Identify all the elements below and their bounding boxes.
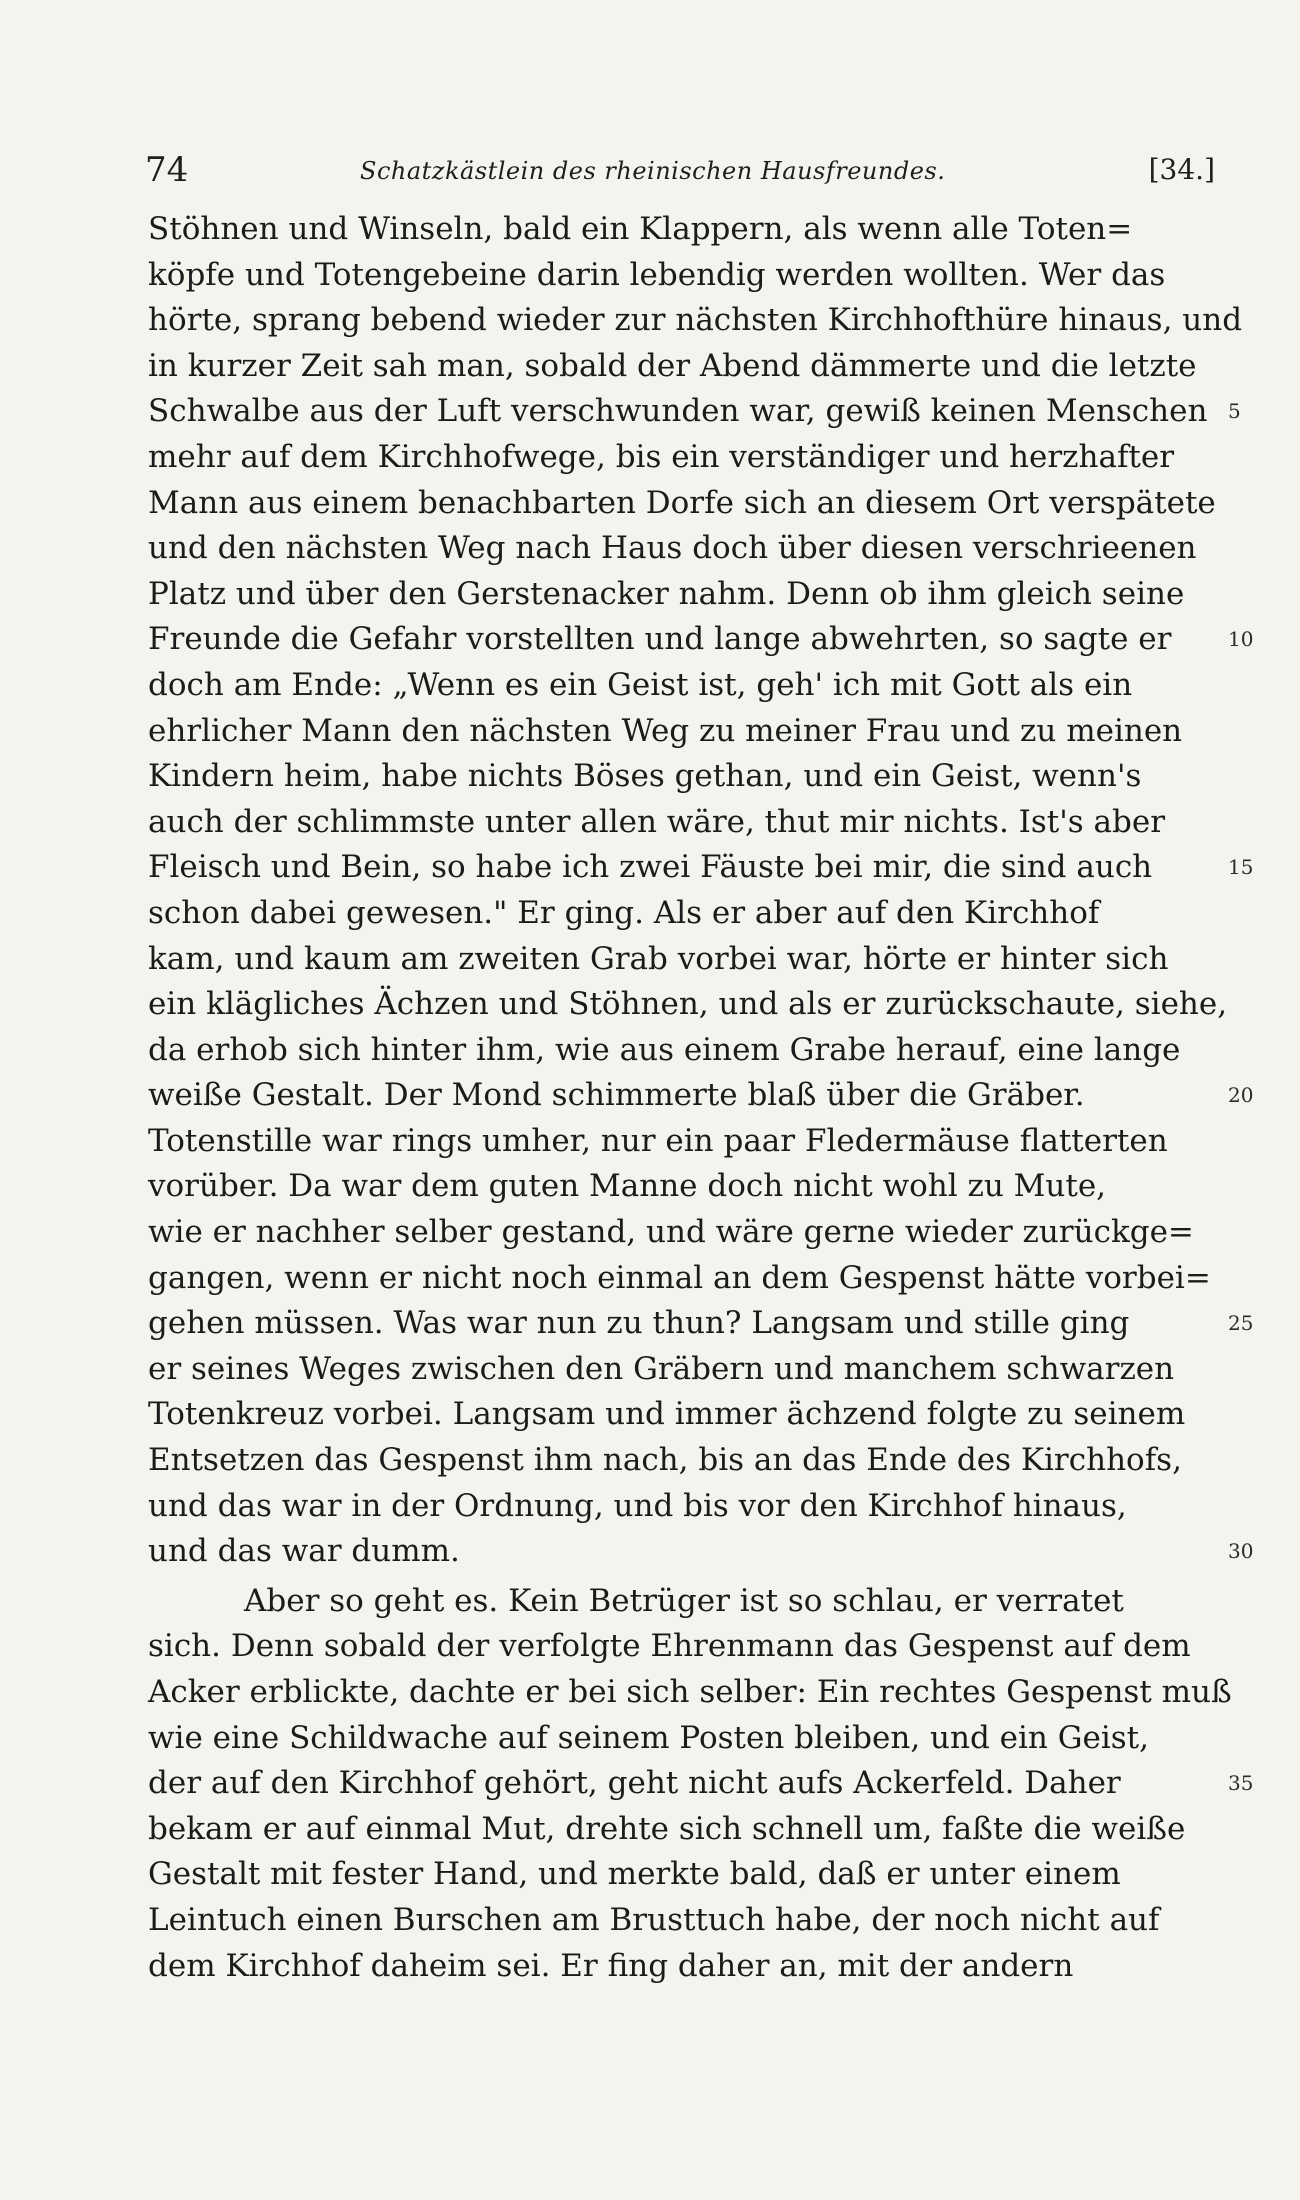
text-line: ein klägliches Ächzen und Stöhnen, und als er zurückschaute, siehe, xyxy=(148,986,1228,1023)
text-line: Aber so geht es. Kein Betrüger ist so schlau, er verratet xyxy=(244,1582,1124,1619)
text-line: Acker erblickte, dachte er bei sich selber: Ein rechtes Gespenst muß xyxy=(148,1674,1232,1710)
text-line: Schwalbe aus der Luft verschwunden war, gewiß keinen Menschen 5 xyxy=(148,389,1220,435)
text-line: Platz und über den Gerstenacker nahm. Denn ob ihm gleich seine xyxy=(148,575,1185,612)
text-line: auch der schlimmste unter allen wäre, thut mir nichts. Ist's aber xyxy=(148,803,1166,840)
text-line: gangen, wenn er nicht noch einmal an dem Gespenst hätte vorbei= xyxy=(148,1259,1211,1296)
text-line: er seines Weges zwischen den Gräbern und manchem schwarzen xyxy=(148,1350,1175,1387)
page-header xyxy=(145,150,1215,190)
text-line: ehrlicher Mann den nächsten Weg zu meiner Frau und zu meinen xyxy=(148,712,1183,749)
text-line: weiße Gestalt. Der Mond schimmerte blaß über die Gräber. 20 xyxy=(148,1073,1220,1119)
text-line: mehr auf dem Kirchhofwege, bis ein verständiger und herzhafter xyxy=(148,438,1175,475)
line-number: 20 xyxy=(1228,1083,1254,1108)
text-line: da erhob sich hinter ihm, wie aus einem Grabe herauf, eine lange xyxy=(148,1031,1181,1068)
page-number: 74 xyxy=(145,150,189,190)
text-line: der auf den Kirchhof gehört, geht nicht aufs Ackerfeld. Daher 35 xyxy=(148,1761,1220,1807)
text-line: hörte, sprang bebend wieder zur nächsten Kirchhofthüre hinaus, und xyxy=(148,302,1243,339)
text-line: doch am Ende: „Wenn es ein Geist ist, geh' ich mit Gott als ein xyxy=(148,666,1133,703)
text-line: und das war in der Ordnung, und bis vor den Kirchhof hinaus, xyxy=(148,1487,1127,1524)
text-line: dem Kirchhof daheim sei. Er fing daher an, mit der andern xyxy=(148,1947,1074,1984)
text-line: kam, und kaum am zweiten Grab vorbei war, hörte er hinter sich xyxy=(148,940,1169,977)
text-line: und das war dumm. 30 xyxy=(148,1529,1220,1575)
text-line: köpfe und Totengebeine darin lebendig werden wollten. Wer das xyxy=(148,256,1166,293)
text-line: und den nächsten Weg nach Haus doch über diesen verschrieenen xyxy=(148,530,1197,567)
signature-mark: [34.] xyxy=(1148,153,1215,186)
body-text xyxy=(148,207,1254,1989)
line-number: 15 xyxy=(1228,855,1254,880)
text-line: Totenkreuz vorbei. Langsam und immer ächzend folgte zu seinem xyxy=(148,1396,1186,1433)
running-head: Schatzkästlein des rheinischen Hausfreundes. xyxy=(360,157,946,185)
text-line: Freunde die Gefahr vorstellten und lange abwehrten, so sagte er 10 xyxy=(148,617,1220,663)
text-line: Stöhnen und Winseln, bald ein Klappern, als wenn alle Toten= xyxy=(148,211,1133,247)
text-line: in kurzer Zeit sah man, sobald der Abend dämmerte und die letzte xyxy=(148,347,1197,384)
line-number: 5 xyxy=(1228,399,1241,424)
line-number: 30 xyxy=(1228,1539,1254,1564)
text-line: Entsetzen das Gespenst ihm nach, bis an das Ende des Kirchhofs, xyxy=(148,1442,1182,1479)
line-number: 35 xyxy=(1228,1771,1254,1796)
text-line: schon dabei gewesen." Er ging. Als er aber auf den Kirchhof xyxy=(148,894,1100,931)
text-line: gehen müssen. Was war nun zu thun? Langsam und stille ging 25 xyxy=(148,1301,1220,1347)
line-number: 25 xyxy=(1228,1311,1254,1336)
text-line: wie eine Schildwache auf seinem Posten bleiben, und ein Geist, xyxy=(148,1719,1149,1756)
text-line: Kindern heim, habe nichts Böses gethan, und ein Geist, wenn's xyxy=(148,758,1142,795)
line-number: 10 xyxy=(1228,627,1254,652)
text-line: Totenstille war rings umher, nur ein paar Fledermäuse flatterten xyxy=(148,1122,1168,1159)
text-line: Gestalt mit fester Hand, und merkte bald, daß er unter einem xyxy=(148,1856,1121,1893)
text-line: Fleisch und Bein, so habe ich zwei Fäuste bei mir, die sind auch 15 xyxy=(148,845,1220,891)
text-line: vorüber. Da war dem guten Manne doch nicht wohl zu Mute, xyxy=(148,1168,1107,1205)
text-line: Leintuch einen Burschen am Brusttuch habe, der noch nicht auf xyxy=(148,1901,1160,1938)
text-line: Mann aus einem benachbarten Dorfe sich an diesem Ort verspätete xyxy=(148,484,1216,521)
text-line: sich. Denn sobald der verfolgte Ehrenmann das Gespenst auf dem xyxy=(148,1628,1191,1665)
text-line: bekam er auf einmal Mut, drehte sich schnell um, faßte die weiße xyxy=(148,1810,1186,1847)
text-line: wie er nachher selber gestand, und wäre gerne wieder zurückge= xyxy=(148,1214,1194,1251)
